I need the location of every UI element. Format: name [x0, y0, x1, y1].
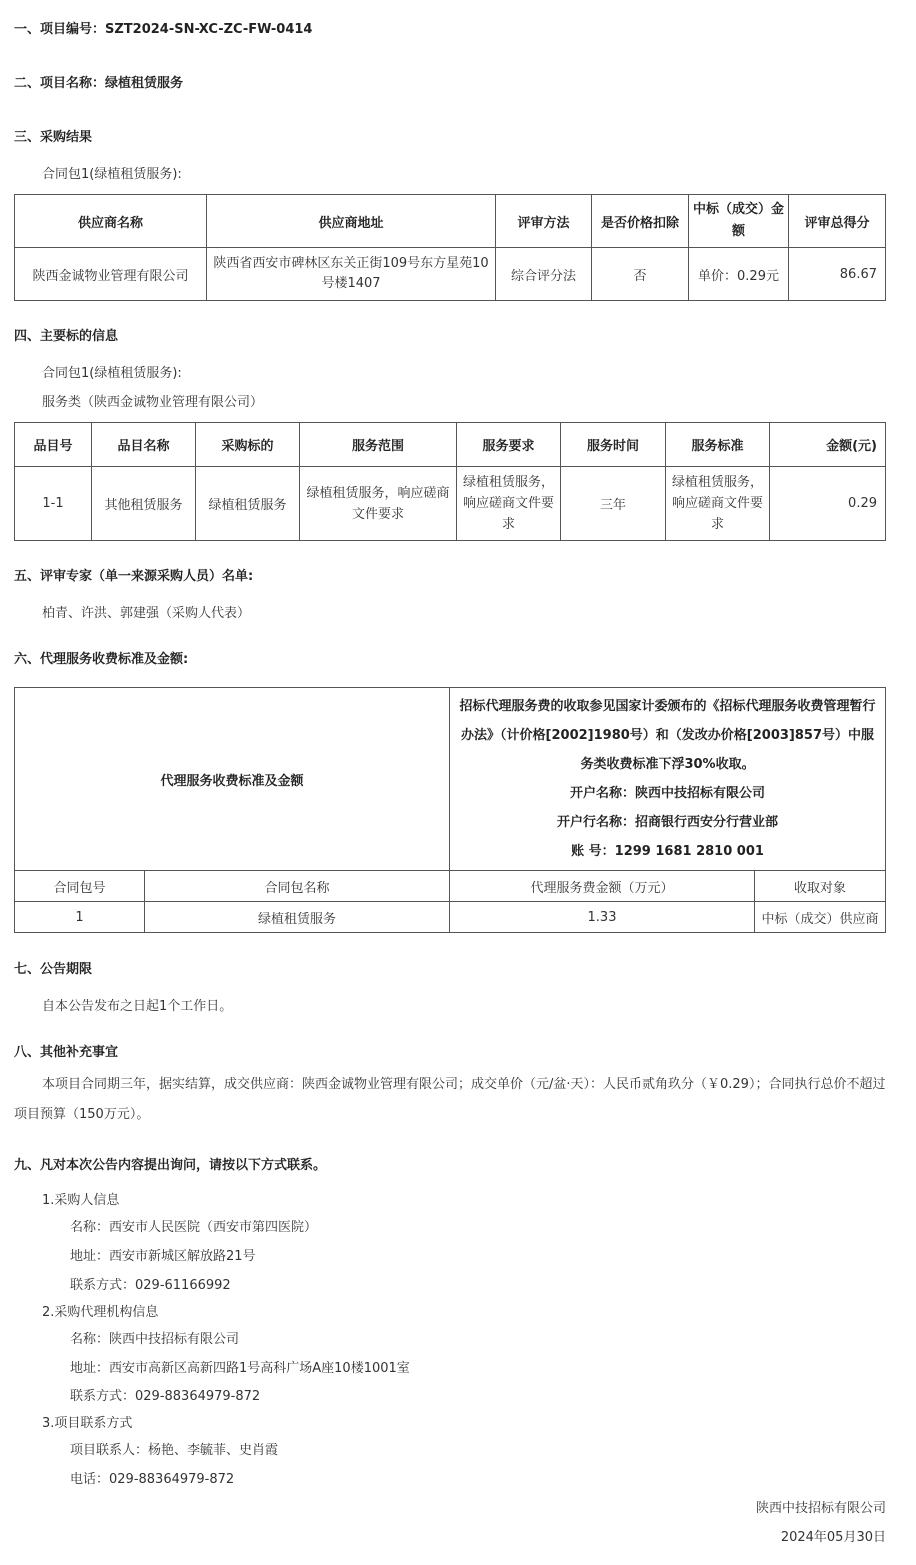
result-header-address: 供应商地址: [207, 195, 496, 248]
item-header-amount: 金额(元): [770, 423, 886, 467]
fee-account-name: 开户名称：陕西中技招标有限公司: [570, 786, 766, 801]
procurement-result-heading: 三、采购结果: [14, 130, 93, 145]
result-cell-price-deduction: 否: [592, 248, 689, 301]
result-cell-method: 综合评分法: [496, 248, 592, 301]
item-cell-time: 三年: [561, 467, 666, 541]
agency-info-title: 2.采购代理机构信息: [42, 1305, 159, 1320]
other-matters-text: 本项目合同期三年，据实结算，成交供应商：陕西金诚物业管理有限公司；成交单价（元/盆·天）：人民币贰角玖分（￥0.29）；合同执行总价不超过项目预算（150万元）。: [14, 1077, 886, 1122]
result-cell-supplier: 陕西金诚物业管理有限公司: [15, 248, 207, 301]
fee-cell-payer: 中标（成交）供应商: [755, 902, 886, 933]
item-cell-scope: 绿植租赁服务，响应磋商文件要求: [300, 467, 457, 541]
result-cell-amount: 单价：0.29元: [689, 248, 789, 301]
item-cell-standard: 绿植租赁服务，响应磋商文件要求: [666, 467, 770, 541]
item-header-scope: 服务范围: [300, 423, 457, 467]
item-header-target: 采购标的: [196, 423, 300, 467]
item-header-requirement: 服务要求: [457, 423, 561, 467]
buyer-contact: 联系方式：029-61166992: [70, 1278, 231, 1293]
buyer-info-title: 1.采购人信息: [42, 1193, 120, 1208]
fee-description: 招标代理服务费的收取参见国家计委颁布的《招标代理服务收费管理暂行办法》（计价格[2002]1980号）和（发改办价格[2003]857号）中服务类收费标准下浮30%收取。: [459, 699, 876, 772]
project-name-heading: 二、项目名称：绿植租赁服务: [14, 76, 184, 91]
result-cell-score: 86.67: [789, 248, 886, 301]
item-category-label: 服务类（陕西金诚物业管理有限公司）: [42, 395, 264, 410]
buyer-name: 名称：西安市人民医院（西安市第四医院）: [70, 1220, 318, 1235]
experts-heading: 五、评审专家（单一来源采购人员）名单:: [14, 569, 254, 584]
fee-header-package-name: 合同包名称: [145, 871, 450, 902]
result-header-method: 评审方法: [496, 195, 592, 248]
item-cell-name: 其他租赁服务: [92, 467, 196, 541]
item-cell-requirement: 绿植租赁服务，响应磋商文件要求: [457, 467, 561, 541]
result-package-label: 合同包1(绿植租赁服务):: [42, 167, 182, 182]
main-item-heading: 四、主要标的信息: [14, 329, 119, 344]
fee-standard-detail: [450, 688, 886, 871]
footer-organization: 陕西中技招标有限公司: [755, 1501, 886, 1516]
footer-date: 2024年05月30日: [780, 1530, 886, 1545]
item-header-no: 品目号: [15, 423, 92, 467]
fee-header-payer: 收取对象: [755, 871, 886, 902]
result-table: [14, 194, 886, 301]
agency-fee-table: [14, 687, 886, 933]
item-table: [14, 422, 886, 541]
fee-header-package-no: 合同包号: [15, 871, 145, 902]
notice-period-text: 自本公告发布之日起1个工作日。: [42, 999, 233, 1014]
item-package-label: 合同包1(绿植租赁服务):: [42, 366, 182, 381]
item-cell-target: 绿植租赁服务: [196, 467, 300, 541]
notice-period-heading: 七、公告期限: [14, 962, 93, 977]
item-header-name: 品目名称: [92, 423, 196, 467]
item-header-standard: 服务标准: [666, 423, 770, 467]
item-cell-no: 1-1: [15, 467, 92, 541]
project-contact-title: 3.项目联系方式: [42, 1416, 133, 1431]
fee-cell-amount: 1.33: [450, 902, 755, 933]
agency-contact: 联系方式：029-88364979-872: [70, 1389, 261, 1404]
result-header-score: 评审总得分: [789, 195, 886, 248]
fee-header-amount: 代理服务费金额（万元）: [450, 871, 755, 902]
project-number-heading: 一、项目编号：SZT2024-SN-XC-ZC-FW-0414: [14, 22, 313, 37]
project-contact-phone: 电话：029-88364979-872: [70, 1472, 235, 1487]
other-matters-heading: 八、其他补充事宜: [14, 1045, 119, 1060]
agency-name: 名称：陕西中技招标有限公司: [70, 1332, 240, 1347]
fee-account-number: 账 号：1299 1681 2810 001: [571, 844, 764, 859]
project-contact-person: 项目联系人：杨艳、李毓菲、史肖霞: [70, 1443, 279, 1458]
result-header-supplier: 供应商名称: [15, 195, 207, 248]
result-header-amount: 中标（成交）金额: [689, 195, 789, 248]
result-cell-address: 陕西省西安市碑林区东关正街109号东方星苑10号楼1407: [207, 248, 496, 301]
fee-cell-package-name: 绿植租赁服务: [145, 902, 450, 933]
fee-bank-name: 开户行名称：招商银行西安分行营业部: [557, 815, 779, 830]
fee-cell-package-no: 1: [15, 902, 145, 933]
result-header-price-deduction: 是否价格扣除: [592, 195, 689, 248]
contact-heading: 九、凡对本次公告内容提出询问，请按以下方式联系。: [14, 1158, 327, 1173]
fee-standard-label: 代理服务收费标准及金额: [15, 688, 450, 871]
agency-fee-heading: 六、代理服务收费标准及金额:: [14, 652, 189, 667]
experts-list: 柏青、许洪、郭建强（采购人代表）: [42, 606, 251, 621]
item-header-time: 服务时间: [561, 423, 666, 467]
agency-address: 地址：西安市高新区高新四路1号高科广场A座10楼1001室: [70, 1361, 410, 1376]
item-cell-amount: 0.29: [770, 467, 886, 541]
buyer-address: 地址：西安市新城区解放路21号: [70, 1249, 256, 1264]
